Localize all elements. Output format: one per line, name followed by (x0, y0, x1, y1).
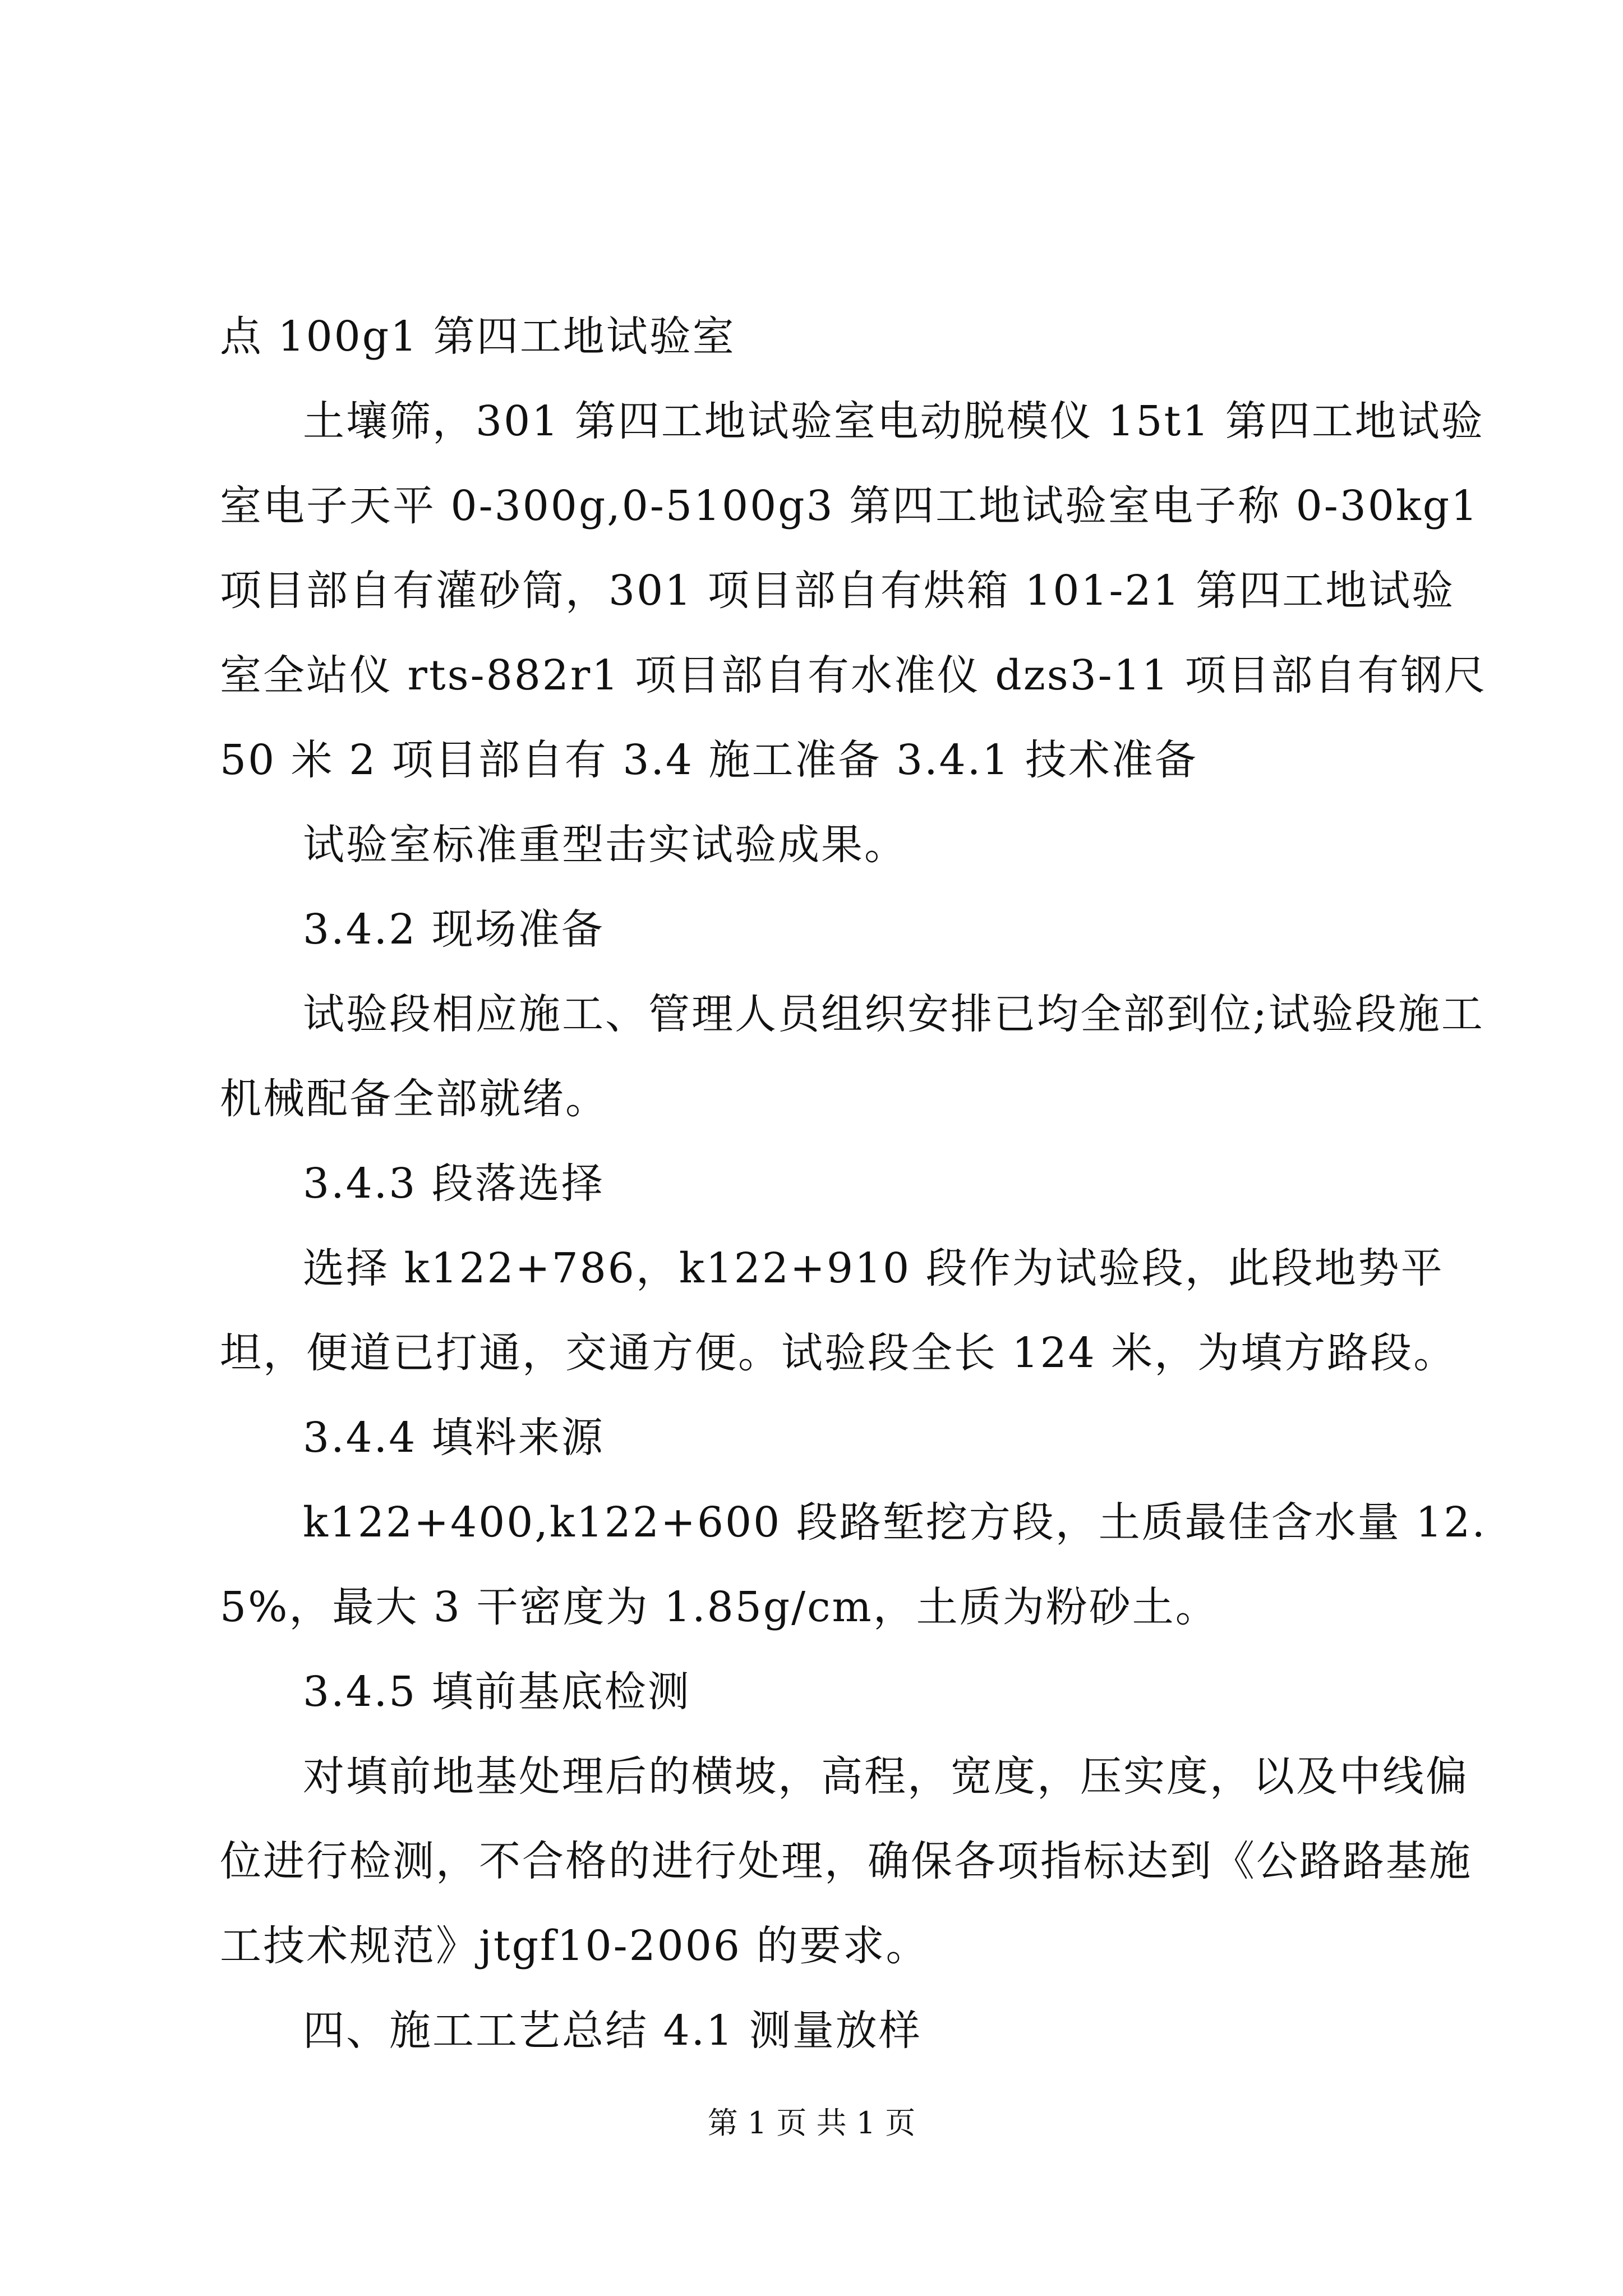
page-footer: 第 1 页 共 1 页 (707, 2105, 916, 2141)
section-heading-segment-selection: 3.4.3 段落选择 (303, 1159, 605, 1208)
section-heading-fill-source: 3.4.4 填料来源 (303, 1414, 605, 1462)
paragraph-equipment-list: 土壤筛，301 第四工地试验室电动脱模仪 15t1 第四工地试验室电子天平 0-300g,0-5100g3 第四工地试验室电子称 0-30kg1 项目部自有灌砂筒，301 项目部自有烘箱 101-21 第四工地试验室全站仪 rts-882r1 项目部自有水准仪 dzs3-11 项目部自有钢尺 50 米 2 项目部自有 3.4 施工准备 3.4.1 技术准备 (220, 397, 1487, 784)
paragraph-segment-selection: 选择 k122+786，k122+910 段作为试验段，此段地势平坦，便道已打通，交通方便。试验段全长 124 米，为填方路段。 (220, 1244, 1457, 1377)
paragraph-lab-results: 试验室标准重型击实试验成果。 (303, 821, 907, 869)
section-heading-site-preparation: 3.4.2 现场准备 (303, 905, 605, 954)
section-heading-base-inspection: 3.4.5 填前基底检测 (303, 1668, 691, 1716)
paragraph-base-inspection: 对填前地基处理后的横坡，高程，宽度，压实度，以及中线偏位进行检测，不合格的进行处理，确保各项指标达到《公路路基施工技术规范》jtgf10-2006 的要求。 (220, 1752, 1472, 1970)
document-body (220, 295, 1493, 2073)
paragraph-site-preparation: 试验段相应施工、管理人员组织安排已均全部到位;试验段施工机械配备全部就绪。 (220, 990, 1484, 1123)
paragraph-continuation: 点 100g1 第四工地试验室 (220, 312, 736, 361)
section-heading-construction-summary: 四、施工工艺总结 4.1 测量放样 (303, 2007, 922, 2055)
paragraph-fill-source: k122+400,k122+600 段路堑挖方段，土质最佳含水量 12.5%，最大 3 干密度为 1.85g/cm，土质为粉砂土。 (220, 1498, 1487, 1631)
